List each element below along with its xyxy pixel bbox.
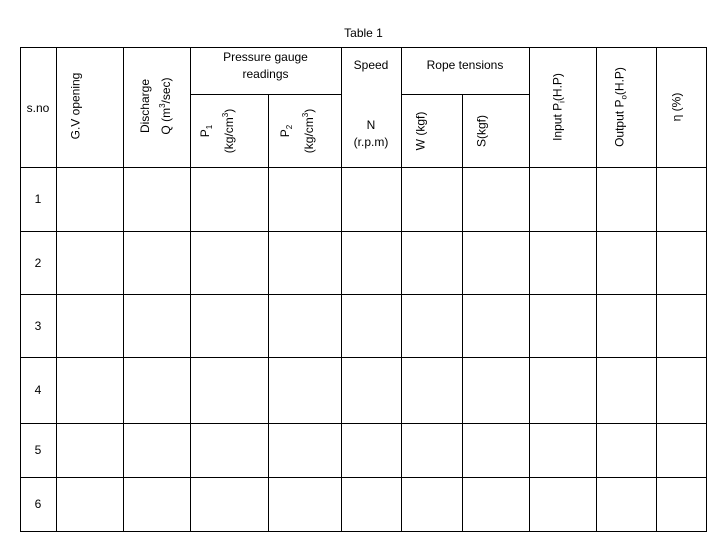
row-number: 6 — [34, 497, 42, 511]
row-number: 5 — [34, 443, 42, 457]
header-speed: Speed — [353, 58, 389, 72]
header-output: Output $P_o(H.P)$ — [612, 67, 629, 147]
header-pressure-group: Pressure gauge readings — [223, 50, 308, 81]
header-efficiency: η (%) — [669, 92, 684, 122]
header-s: S(kgf) — [474, 114, 489, 148]
header-p1: $P_1$ $(kg/cm^3)$ — [197, 108, 237, 154]
row-number: 4 — [34, 383, 42, 397]
row-number: 1 — [34, 192, 42, 206]
header-sno: s.no — [26, 101, 50, 115]
table-caption: Table 1 — [344, 26, 383, 40]
header-w: W (kgf) — [413, 111, 428, 151]
header-discharge — [137, 77, 175, 134]
header-discharge-label: Discharge — [138, 78, 152, 134]
row-number: 3 — [34, 319, 42, 333]
header-speed-unit: (r.p.m) — [353, 135, 389, 149]
row-number: 2 — [34, 256, 42, 270]
header-rope-group: Rope tensions — [426, 58, 504, 72]
header-input: Input $P_i(H.P)$ — [550, 73, 567, 141]
header-discharge-unit: Q $(m^3/\sec)$ — [158, 77, 173, 135]
header-gv-opening: G.V opening — [68, 72, 83, 140]
header-p2: $P_2$ $(kg/cm^3)$ — [277, 108, 317, 154]
header-speed-symbol: N — [366, 118, 376, 132]
